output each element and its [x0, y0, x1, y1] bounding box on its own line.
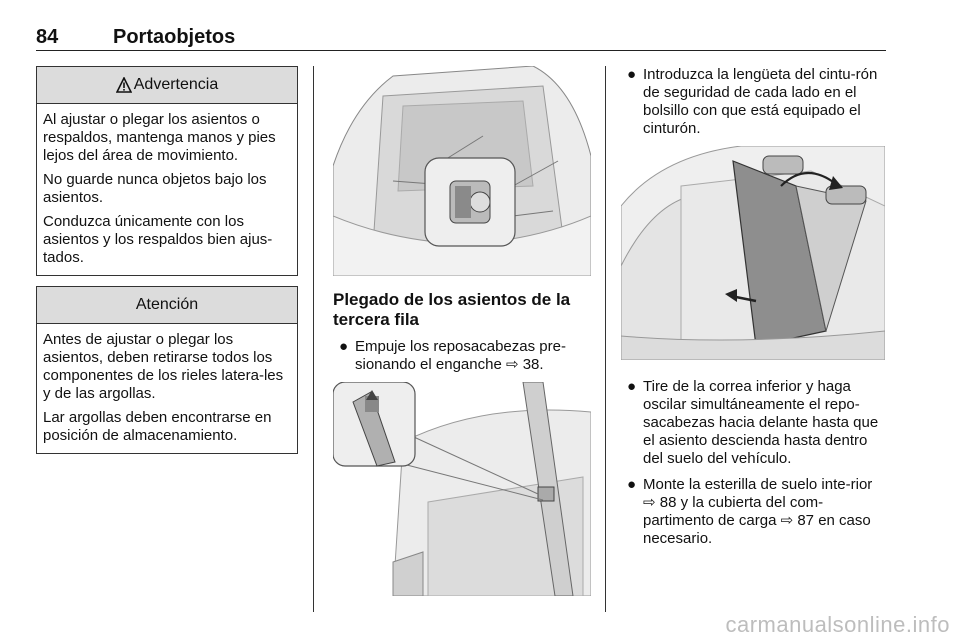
caution-paragraph: Lar argollas deben encontrarse en posición de almacenamiento.: [43, 409, 272, 444]
step-text: en caso necesario.: [643, 512, 871, 547]
page-header: [36, 22, 886, 51]
bullet-icon: ●: [627, 476, 637, 493]
page-reference[interactable]: 38.: [522, 356, 544, 373]
caution-paragraph: Antes de ajustar o plegar los asientos, deben retirarse todos los componentes de los rieles latera-les y de las argollas.: [43, 331, 284, 402]
page-reference[interactable]: 87: [797, 512, 815, 529]
list-item: [621, 66, 885, 138]
list-item: [621, 476, 885, 548]
warning-paragraph: Conduzca únicamente con los asientos y los respaldos bien ajus-tados.: [43, 213, 273, 266]
warning-paragraph: Al ajustar o plegar los asientos o respaldos, mantenga manos y pies lejos del área de movimiento.: [43, 111, 276, 164]
section-title: Plegado de los asientos de la tercera fila: [333, 290, 571, 329]
page-ref-arrow-icon: ⇨: [643, 494, 656, 511]
bullet-icon: ●: [627, 378, 637, 395]
caution-box-title: Atención: [135, 296, 199, 313]
warning-box-title: Advertencia: [133, 76, 219, 93]
page-ref-arrow-icon: ⇨: [505, 356, 519, 373]
car-trunk-illustration: [333, 66, 591, 276]
warning-box-header: [37, 67, 297, 104]
column-divider: [313, 66, 314, 612]
caution-box: [36, 286, 298, 454]
caution-box-body: [37, 324, 297, 453]
column-left: [36, 66, 298, 464]
caution-box-header: [37, 287, 297, 324]
figure-seatbelt-tongue: [333, 382, 591, 596]
column-right: [621, 66, 885, 556]
warning-box-body: [37, 104, 297, 275]
watermark: carmanualsonline.info: [725, 612, 950, 637]
page-number: 84: [36, 26, 59, 48]
step-text: Tire de la correa inferior y haga oscilar simultáneamente el repo-sacabezas hacia delante hasta que el asiento descienda hasta dentro del suelo del vehículo.: [643, 378, 879, 467]
figure-headrest-release: [333, 66, 591, 276]
seatbelt-illustration: [333, 382, 591, 596]
bullet-icon: ●: [627, 66, 637, 83]
bullet-icon: ●: [339, 338, 349, 355]
list-item: [621, 378, 885, 468]
folding-seat-illustration: [621, 146, 885, 360]
warning-icon: [116, 77, 132, 93]
step-text: Monte la esterilla de suelo inte-rior: [643, 476, 873, 493]
step-text: y la cubierta del com-partimento de carga: [643, 494, 824, 529]
column-middle: [333, 66, 591, 596]
step-text: Introduzca la lengüeta del cintu-rón de seguridad de cada lado en el bolsillo con que está equipado el cinturón.: [643, 66, 878, 137]
page-title: Portaobjetos: [113, 26, 236, 48]
warning-paragraph: No guarde nunca objetos bajo los asientos.: [43, 171, 267, 206]
page-reference[interactable]: 88: [659, 494, 677, 511]
warning-box: [36, 66, 298, 276]
page-ref-arrow-icon: ⇨: [780, 512, 794, 529]
step-text: Empuje los reposacabezas pre-sionando el enganche: [355, 338, 566, 373]
column-divider: [605, 66, 606, 612]
list-item: [333, 338, 591, 374]
figure-folding-seat: [621, 146, 885, 360]
